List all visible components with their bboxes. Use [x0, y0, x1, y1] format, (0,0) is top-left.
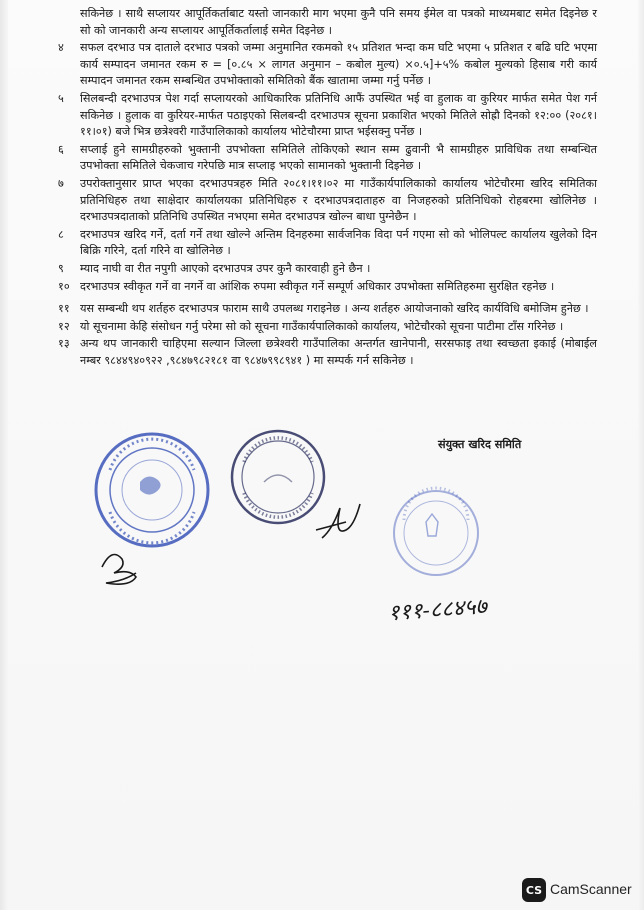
paragraph-9: [52, 261, 597, 278]
paragraph-11: [52, 301, 597, 318]
scan-edge-right: [638, 0, 644, 910]
signature-center: [316, 504, 360, 538]
paragraph-8: [52, 227, 597, 260]
scan-edge-left: [0, 0, 8, 910]
paragraph-number: १३: [58, 337, 70, 351]
paragraph-text: सिलबन्दी दरभाउपत्र पेश गर्दा सप्लायरको आधिकारिक प्रतिनिधि आफैं उपस्थित भई वा हुलाक वा कुरियर मार्फत समेत पेश गर्न सकिनेछ । हुलाक वा कुरियर-मार्फत पठाइएको सिलबन्दी दरभाउपत्र सूचना प्रकाशित भएको मितिले सोह्रौ दिनको १२:०० (२०८१।११।०१) बजे भित्र छत्रेश्वरी गाउँपालिकाको कार्यालय भोटेचौरमा प्राप्त भईसक्नु पर्नेछ ।: [80, 91, 597, 139]
paragraph-6: [52, 142, 597, 175]
paragraph-number: १०: [58, 279, 70, 293]
paragraph-number: ११: [58, 302, 70, 316]
paragraph-number: ५: [58, 91, 64, 105]
paragraph-text: यस सम्बन्धी थप शर्तहरु दरभाउपत्र फाराम साथै उपलब्ध गराइनेछ । अन्य शर्तहरु आयोजनाको खरिद कार्यविधि बमोजिम हुनेछ ।: [80, 302, 589, 316]
municipality-seal-stamp-center: [232, 431, 324, 523]
paragraph-text: दरभाउपत्र स्वीकृत गर्ने वा नगर्ने वा आंशिक रुपमा स्वीकृत गर्ने सम्पूर्ण अधिकार उपभोक्ता समितिहरुमा सुरक्षित रहनेछ ।: [80, 279, 555, 293]
paragraph-text: यो सूचनामा केहि संसोधन गर्नु परेमा सो को सूचना गाउँकार्यपालिकाको कार्यालय, भोटेचौरको सूचना पाटीमा टाँस गरिनेछ ।: [80, 319, 564, 333]
paragraph-text: सकिनेछ । साथै सप्लायर आपूर्तिकर्ताबाट यस्तो जानकारी माग भएमा कुनै पनि समय ईमेल वा पत्रको माध्यमबाट समेत दिइनेछ र सो को जानकारी अन्य सप्लायर आपूर्तिकर्तालाई समेत दिइनेछ ।: [80, 7, 597, 37]
signature-left: [102, 555, 136, 585]
paragraph-text: सफल दरभाउ पत्र दाताले दरभाउ पत्रको जम्मा अनुमानित रकमको १५ प्रतिशत भन्दा कम घटि भएमा ५ प्रतिशत र बढि घटि भएमा कार्य सम्पादन जमानत रकम रु = [०.८५ × लागत अनुमान – कबोल मुल्य) ×०.५]+५% कबोल मुल्यको हिसाब गरी कार्य सम्पादन जमानत रकम सम्बन्धित उपभोक्ताको समितिको बैंक खातामा जम्मा गर्नु पर्नेछ ।: [80, 41, 597, 88]
paragraph-12: [52, 319, 597, 336]
paragraph-10: [52, 279, 597, 296]
paragraph-number: ४: [58, 41, 64, 55]
paragraph-text: सप्लाई हुने सामग्रीहरुको भुक्तानी उपभोक्ता समितिले तोकिएको स्थान सम्म ढुवानी भै सामग्रीहरु प्राविधिक तथा सम्बन्धित उपभोक्ता समितिले चेकजाच गरेपछि मात्र सप्लाइ भएको सामानको भुक्तानी दिइनेछ ।: [80, 142, 597, 173]
paragraph-text: अन्य थप जानकारी चाहिएमा सल्यान जिल्ला छत्रेश्वरी गाउँपालिका अन्तर्गत खानेपानी, सरसफाइ तथा स्वच्छता इकाई (मोबाईल नम्बर ९८४४९४०९२२ ,९८४७९८२१८१ वा ९८४७९९८९४१ ) मा सम्पर्क गर्न सकिनेछ ।: [80, 337, 597, 367]
notice-body: [52, 6, 597, 370]
paragraph-7: [52, 176, 597, 226]
paragraph-number: ६: [58, 142, 64, 156]
paragraph-continuation: [52, 6, 597, 39]
paragraph-number: ७: [58, 176, 64, 190]
paragraph-text: म्याद नाघी वा रीत नपुगी आएको दरभाउपत्र उपर कुनै कारवाही हुने छैन ।: [80, 261, 371, 275]
paragraph-number: ९: [58, 261, 64, 275]
paragraph-5: [52, 91, 597, 141]
paragraph-number: १२: [58, 319, 70, 333]
paragraph-text: दरभाउपत्र खरिद गर्ने, दर्ता गर्ने तथा खोल्ने अन्तिम दिनहरुमा सार्वजनिक विदा पर्न गएमा सो को भोलिपल्ट कार्यालय खुलेको दिन बिक्रि गरिने, दर्ता गरिने वा खोलिनेछ ।: [80, 227, 597, 258]
handwritten-note-text: १११-८८४५७: [387, 594, 488, 627]
paragraph-13: [52, 336, 597, 369]
camscanner-logo-icon: CS: [522, 878, 546, 902]
camscanner-watermark: CamScanner: [550, 881, 632, 897]
office-seal-stamp-left: [96, 434, 208, 546]
paragraph-number: ८: [58, 227, 64, 241]
paragraph-4: [52, 40, 597, 90]
paragraph-text: उपरोक्तानुसार प्राप्त भएका दरभाउपत्रहरु मिति २०८१।११।०२ मा गाउँकार्यपालिकाको कार्यालय भोटेचौरमा खरिद समितिका प्रतिनिधिहरु तथा साक्षेदार कार्यालयका प्रतिनिधिहरु र दरभाउपत्रदाताहरु वा निजहरुको प्रतिनिधिको रोहबरमा खोलिनेछ । दरभाउपत्रदाताको प्रतिनिधि उपस्थित नभएमा समेत दरभाउपत्र खोल्न बाधा पुग्नेछैन ।: [80, 176, 597, 224]
joint-procurement-committee-label: संयुक्त खरिद समिति: [438, 438, 522, 451]
committee-seal-stamp-right: [394, 488, 478, 575]
